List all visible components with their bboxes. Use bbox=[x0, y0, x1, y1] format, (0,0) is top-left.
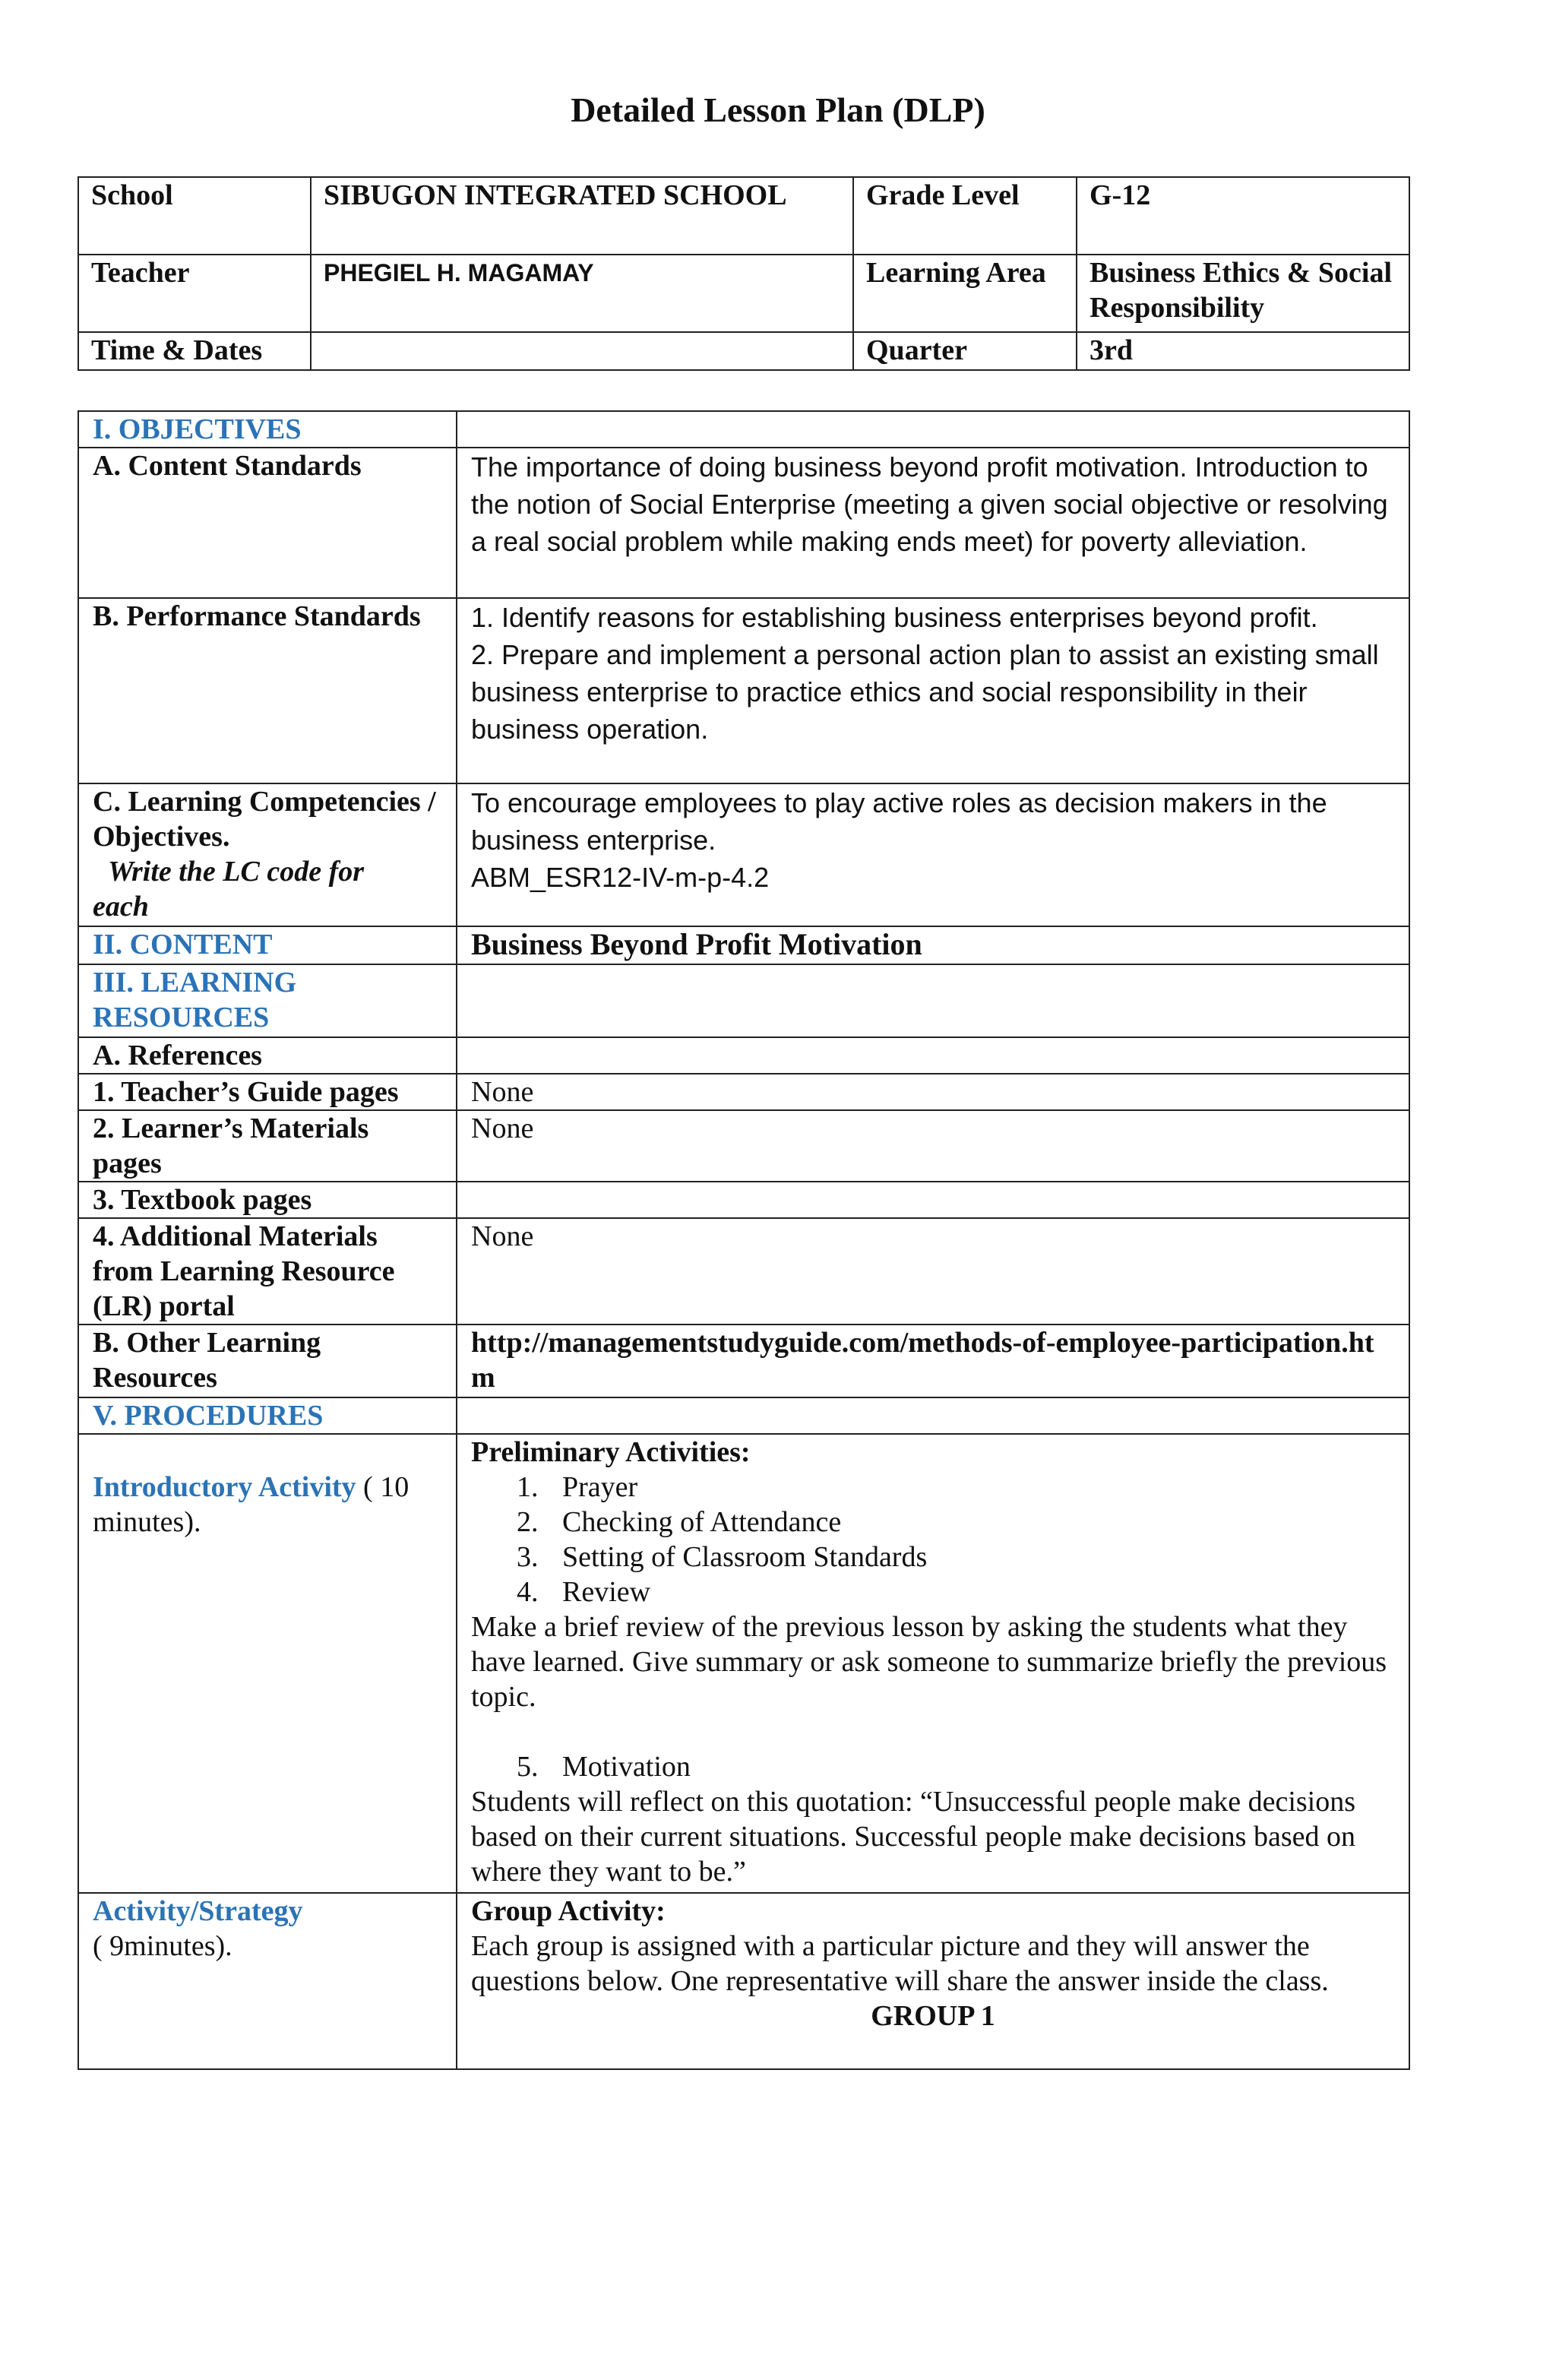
learning-competencies-label bbox=[78, 783, 457, 926]
teachers-guide-value: None bbox=[457, 1074, 1409, 1110]
competency-label-text: C. Learning Competencies / Objectives. bbox=[93, 786, 436, 853]
intro-time: ( 10 minutes). bbox=[93, 1471, 410, 1538]
content-heading: II. CONTENT bbox=[78, 926, 457, 964]
references-label: A. References bbox=[78, 1037, 457, 1074]
school-info-table bbox=[77, 176, 1410, 371]
competency-note-end: each bbox=[93, 891, 149, 923]
teachers-guide-label: 1. Teacher’s Guide pages bbox=[78, 1074, 457, 1110]
time-dates-value bbox=[311, 332, 853, 370]
objectives-heading: I. OBJECTIVES bbox=[78, 411, 457, 448]
performance-standards-text bbox=[457, 598, 1409, 783]
competency-note: Write the LC code for bbox=[108, 856, 365, 888]
item-number: 3. bbox=[517, 1541, 539, 1573]
lesson-plan-table bbox=[77, 410, 1410, 2070]
textbook-pages-label: 3. Textbook pages bbox=[78, 1182, 457, 1218]
spacer bbox=[471, 1714, 1395, 1749]
page-title: Detailed Lesson Plan (DLP) bbox=[571, 90, 985, 129]
textbook-pages-value bbox=[457, 1182, 1409, 1218]
list-item bbox=[517, 1749, 1395, 1784]
quarter-label: Quarter bbox=[853, 332, 1077, 370]
review-text: Make a brief review of the previous lesson by asking the students what they have learned. Give summary or ask someone to summarize briefly the previous topic. bbox=[471, 1611, 1387, 1713]
performance-item: 1. Identify reasons for establishing business enterprises beyond profit. bbox=[471, 602, 1318, 633]
item-number: 1. bbox=[517, 1471, 539, 1503]
learners-materials-value: None bbox=[457, 1110, 1409, 1182]
introductory-activity-content bbox=[457, 1434, 1409, 1893]
introductory-activity-label bbox=[78, 1434, 457, 1893]
item-number: 4. bbox=[517, 1576, 539, 1608]
activity-time: ( 9minutes). bbox=[93, 1930, 232, 1962]
grade-level-value: G-12 bbox=[1077, 177, 1409, 255]
motivation-item-wrap bbox=[471, 1749, 1395, 1784]
teacher-value: PHEGIEL H. MAGAMAY bbox=[311, 255, 853, 332]
item-text: Prayer bbox=[562, 1471, 638, 1503]
group-activity-text: Each group is assigned with a particular picture and they will answer the questions below. One representative will share the answer inside the class. bbox=[471, 1930, 1329, 1997]
content-standards-label: A. Content Standards bbox=[78, 448, 457, 598]
motivation-text: Students will reflect on this quotation: “Unsuccessful people make decisions based on their current situations. Successful people make decisions based on where they want to be.” bbox=[471, 1786, 1356, 1888]
quarter-value: 3rd bbox=[1077, 332, 1409, 370]
item-number: 2. bbox=[517, 1506, 539, 1538]
prelim-list bbox=[471, 1470, 1395, 1609]
list-item bbox=[517, 1540, 1395, 1575]
group-activity-heading: Group Activity: bbox=[471, 1895, 666, 1927]
other-resources-link[interactable]: http://managementstudyguide.com/methods-of-employee-participation.htm bbox=[457, 1325, 1409, 1397]
performance-item: 2. Prepare and implement a personal action plan to assist an existing small business enterprise to practice ethics and social responsibility in their business operation. bbox=[471, 639, 1379, 745]
other-resources-label: B. Other Learning Resources bbox=[78, 1325, 457, 1397]
learning-area-label: Learning Area bbox=[853, 255, 1077, 332]
school-label: School bbox=[78, 177, 311, 255]
learning-competencies-text bbox=[457, 783, 1409, 926]
additional-materials-value: None bbox=[457, 1218, 1409, 1325]
item-text: Setting of Classroom Standards bbox=[562, 1541, 928, 1573]
intro-label: Introductory Activity bbox=[93, 1471, 356, 1503]
procedures-heading: V. PROCEDURES bbox=[78, 1397, 457, 1434]
list-item bbox=[517, 1505, 1395, 1540]
time-dates-label: Time & Dates bbox=[78, 332, 311, 370]
teacher-label: Teacher bbox=[78, 255, 311, 332]
additional-materials-label: 4. Additional Materials from Learning Resource (LR) portal bbox=[78, 1218, 457, 1325]
grade-level-label: Grade Level bbox=[853, 177, 1077, 255]
activity-label: Activity/Strategy bbox=[93, 1895, 303, 1927]
performance-standards-label: B. Performance Standards bbox=[78, 598, 457, 783]
item-text: Checking of Attendance bbox=[562, 1506, 842, 1538]
prelim-heading: Preliminary Activities: bbox=[471, 1436, 751, 1468]
item-text: Motivation bbox=[562, 1751, 691, 1783]
empty-cell bbox=[457, 1397, 1409, 1434]
item-text: Review bbox=[562, 1576, 651, 1608]
empty-cell bbox=[457, 1037, 1409, 1074]
intro-label-wrap bbox=[93, 1470, 442, 1540]
competency-text: To encourage employees to play active roles as decision makers in the business enterprise. bbox=[471, 787, 1327, 856]
competency-code: ABM_ESR12-IV-m-p-4.2 bbox=[471, 862, 770, 893]
list-item bbox=[517, 1470, 1395, 1505]
activity-strategy-content bbox=[457, 1893, 1409, 2069]
learning-resources-heading: III. LEARNING RESOURCES bbox=[78, 964, 457, 1037]
school-value: SIBUGON INTEGRATED SCHOOL bbox=[311, 177, 853, 255]
list-item bbox=[517, 1575, 1395, 1609]
learning-area-value: Business Ethics & Social Responsibility bbox=[1077, 255, 1409, 332]
content-topic: Business Beyond Profit Motivation bbox=[457, 926, 1409, 964]
group-one-label: GROUP 1 bbox=[871, 2000, 995, 2032]
learners-materials-label: 2. Learner’s Materials pages bbox=[78, 1110, 457, 1182]
empty-cell bbox=[457, 964, 1409, 1037]
content-standards-text: The importance of doing business beyond profit motivation. Introduction to the notion of Social Enterprise (meeting a given social objective or resolving a real social problem while making ends meet) for poverty alleviation. bbox=[457, 448, 1409, 598]
activity-strategy-label bbox=[78, 1893, 457, 2069]
item-number: 5. bbox=[517, 1751, 539, 1783]
empty-cell bbox=[457, 411, 1409, 448]
